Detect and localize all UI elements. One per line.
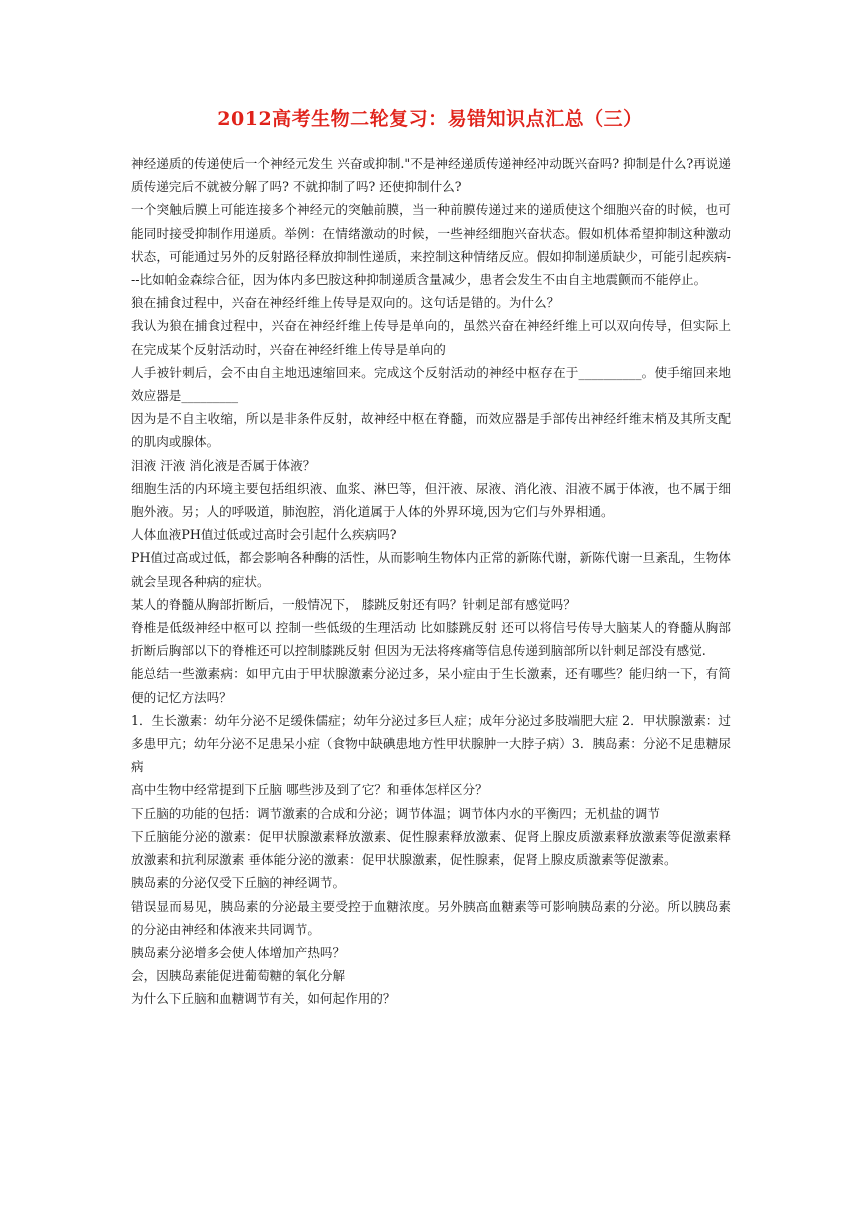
paragraph: 下丘脑能分泌的激素：促甲状腺激素释放激素、促性腺素释放激素、促肾上腺皮质激素释放激素等促激素释放激素和抗利尿激素 垂体能分泌的激素：促甲状腺激素，促性腺素，促肾上腺皮质激素等促激素。 bbox=[131, 828, 731, 868]
paragraph: 神经递质的传递使后一个神经元发生 兴奋或抑制."不是神经递质传递神经冲动既兴奋吗? 抑制是什么?再说递质传递完后不就被分解了吗? 不就抑制了吗? 还使抑制什么? bbox=[131, 156, 731, 195]
paragraph: 为什么下丘脑和血糖调节有关，如何起作用的？ bbox=[131, 991, 396, 1007]
paragraph: 脊椎是低级神经中枢可以 控制一些低级的生理活动 比如膝跳反射 还可以将信号传导大脑某人的脊髓从胸部折断后胸部以下的脊椎还可以控制膝跳反射 但因为无法将疼痛等信息传递到脑部所以针刺足部没有感觉. bbox=[131, 620, 731, 659]
paragraph: 某人的脊髓从胸部折断后，一般情况下， 膝跳反射还有吗？针刺足部有感觉吗？ bbox=[131, 596, 576, 612]
paragraph: 因为是不自主收缩，所以是非条件反射，故神经中枢在脊髓，而效应器是手部传出神经纤维末梢及其所支配的肌肉或腺体。 bbox=[131, 411, 731, 450]
paragraph: 细胞生活的内环境主要包括组织液、血浆、淋巴等，但汗液、尿液、消化液、泪液不属于体液，也不属于细胞外液。另；人的呼吸道，肺泡腔，消化道属于人体的外界环境,因为它们与外界相通。 bbox=[131, 480, 731, 520]
paragraph: 一个突触后膜上可能连接多个神经元的突触前膜，当一种前膜传递过来的递质使这个细胞兴奋的时候，也可能同时接受抑制作用递质。举例：在情绪激动的时候，一些神经细胞兴奋状态。假如机体希望抑制这种激动状态，可能通过另外的反射路径释放抑制性递质，来控制这种情绪反应。假如抑制递质缺少，可能引起疾病---比如帕金森综合征，因为体内多巴胺这种抑制递质含量减少，患者会发生不由自主地震颤而不能停止。 bbox=[131, 202, 731, 288]
paragraph: 1．生长激素：幼年分泌不足缓侏儒症；幼年分泌过多巨人症；成年分泌过多肢端肥大症 2．甲状腺激素：过多患甲亢；幼年分泌不足患呆小症（食物中缺碘患地方性甲状腺肿一大脖子病）3．胰岛素：分泌不足患糖尿病 bbox=[131, 712, 731, 775]
paragraph: 错误显而易见，胰岛素的分泌最主要受控于血糖浓度。另外胰高血糖素等可影响胰岛素的分泌。所以胰岛素的分泌由神经和体液来共同调节。 bbox=[131, 898, 731, 937]
paragraph: 我认为狼在捕食过程中，兴奋在神经纤维上传导是单向的，虽然兴奋在神经纤维上可以双向传导，但实际上在完成某个反射活动时，兴奋在神经纤维上传导是单向的 bbox=[131, 318, 731, 357]
paragraph: 能总结一些激素病：如甲亢由于甲状腺激素分泌过多，呆小症由于生长激素，还有哪些？能归纳一下，有简便的记忆方法吗？ bbox=[131, 666, 731, 705]
paragraph: 胰岛素的分泌仅受下丘脑的神经调节。 bbox=[131, 875, 346, 891]
paragraph: 人体血液PH值过低或过高时会引起什么疾病吗? bbox=[131, 527, 397, 543]
paragraph: 狼在捕食过程中，兴奋在神经纤维上传导是双向的。这句话是错的。为什么？ bbox=[131, 295, 560, 311]
paragraph: 高中生物中经常提到下丘脑 哪些涉及到了它？和垂体怎样区分？ bbox=[131, 782, 488, 798]
document-title: 2012高考生物二轮复习：易错知识点汇总（三） bbox=[217, 108, 643, 130]
paragraph: 人手被针刺后，会不由自主地迅速缩回来。完成这个反射活动的神经中枢存在于__________。使手缩回来地效应器是_________ bbox=[131, 364, 731, 404]
paragraph: 下丘脑的功能的包括：调节激素的合成和分泌；调节体温；调节体内水的平衡四；无机盐的调节 bbox=[131, 805, 660, 821]
paragraph: 会，因胰岛素能促进葡萄糖的氧化分解 bbox=[131, 968, 346, 984]
document-body bbox=[131, 152, 731, 1011]
paragraph: 泪液 汗液 消化液是否属于体液？ bbox=[131, 457, 316, 473]
paragraph: 胰岛素分泌增多会使人体增加产热吗？ bbox=[131, 944, 346, 960]
paragraph: PH值过高或过低，都会影响各种酶的活性，从而影响生物体内正常的新陈代谢，新陈代谢一旦紊乱，生物体就会呈现各种病的症状。 bbox=[131, 550, 731, 589]
